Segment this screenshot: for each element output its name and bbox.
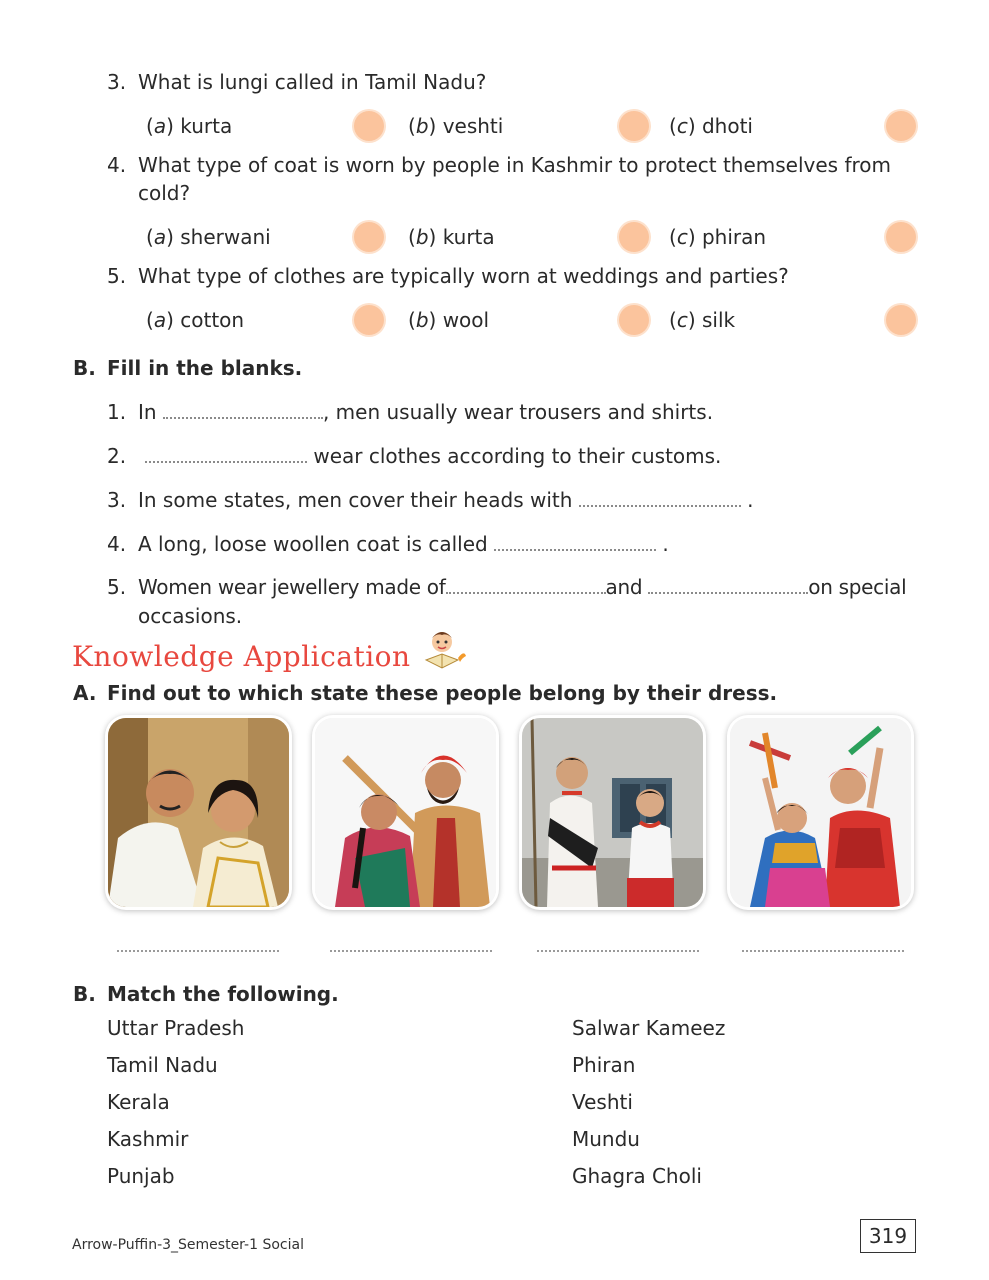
knowledge-application-heading: Knowledge Application (72, 628, 470, 673)
blank-line[interactable] (494, 533, 656, 551)
blank-line[interactable] (648, 576, 808, 594)
answer-bubble[interactable] (619, 305, 649, 335)
section-heading-fill-blanks: B. Fill in the blanks. (73, 356, 303, 380)
answer-line-2[interactable] (330, 950, 492, 952)
question-number: 3. (107, 70, 127, 94)
option-c: (c) silk (669, 308, 736, 332)
match-left-item: Kashmir (107, 1127, 189, 1151)
blank-line[interactable] (163, 401, 323, 419)
blank-line[interactable] (446, 576, 606, 594)
answer-bubble[interactable] (886, 305, 916, 335)
answer-bubble[interactable] (354, 222, 384, 252)
section-heading-find-state: A. Find out to which state these people belong by their dress. (73, 681, 778, 705)
mcq-question-5 (0, 262, 989, 290)
question-number: 5. (107, 264, 127, 288)
match-left-item: Kerala (107, 1090, 170, 1114)
question-text: What is lungi called in Tamil Nadu? (138, 70, 487, 94)
option-a: (a) sherwani (146, 225, 271, 249)
answer-bubble[interactable] (886, 111, 916, 141)
photo-northeast-couple (522, 718, 703, 907)
match-right-item: Veshti (572, 1090, 633, 1114)
answer-bubble[interactable] (619, 222, 649, 252)
option-b: (b) veshti (408, 114, 504, 138)
option-b: (b) wool (408, 308, 490, 332)
answer-bubble[interactable] (886, 222, 916, 252)
answer-bubble[interactable] (354, 111, 384, 141)
question-text: What type of coat is worn by people in Kashmir to protect themselves from cold? (138, 153, 891, 205)
photo-kerala-couple (108, 718, 289, 907)
page-number: 319 (860, 1219, 916, 1253)
answer-bubble[interactable] (354, 305, 384, 335)
match-right-item: Salwar Kameez (572, 1016, 726, 1040)
book-footer: Arrow-Puffin-3_Semester-1 Social (72, 1237, 304, 1253)
answer-line-1[interactable] (117, 950, 279, 952)
match-left-item: Uttar Pradesh (107, 1016, 245, 1040)
section-heading-match: B. Match the following. (73, 982, 339, 1006)
blank-line[interactable] (145, 445, 307, 463)
question-text: What type of clothes are typically worn at weddings and parties? (138, 264, 789, 288)
photo-punjabi-couple (315, 718, 496, 907)
answer-line-4[interactable] (742, 950, 904, 952)
answer-bubble[interactable] (619, 111, 649, 141)
answer-line-3[interactable] (537, 950, 699, 952)
match-left-item: Punjab (107, 1164, 175, 1188)
question-number: 4. (107, 153, 127, 177)
mcq-question-4 (0, 151, 989, 211)
match-right-item: Phiran (572, 1053, 636, 1077)
option-c: (c) phiran (669, 225, 767, 249)
option-c: (c) dhoti (669, 114, 753, 138)
match-right-item: Ghagra Choli (572, 1164, 702, 1188)
option-a: (a) kurta (146, 114, 233, 138)
match-right-item: Mundu (572, 1127, 640, 1151)
blank-line[interactable] (579, 489, 741, 507)
fill-blank-5-continuation: occasions. (138, 604, 243, 628)
option-b: (b) kurta (408, 225, 495, 249)
mcq-question-3 (0, 68, 989, 96)
option-a: (a) cotton (146, 308, 245, 332)
match-left-item: Tamil Nadu (107, 1053, 218, 1077)
photo-gujarati-dancers (730, 718, 911, 907)
reading-boy-icon (420, 628, 470, 672)
